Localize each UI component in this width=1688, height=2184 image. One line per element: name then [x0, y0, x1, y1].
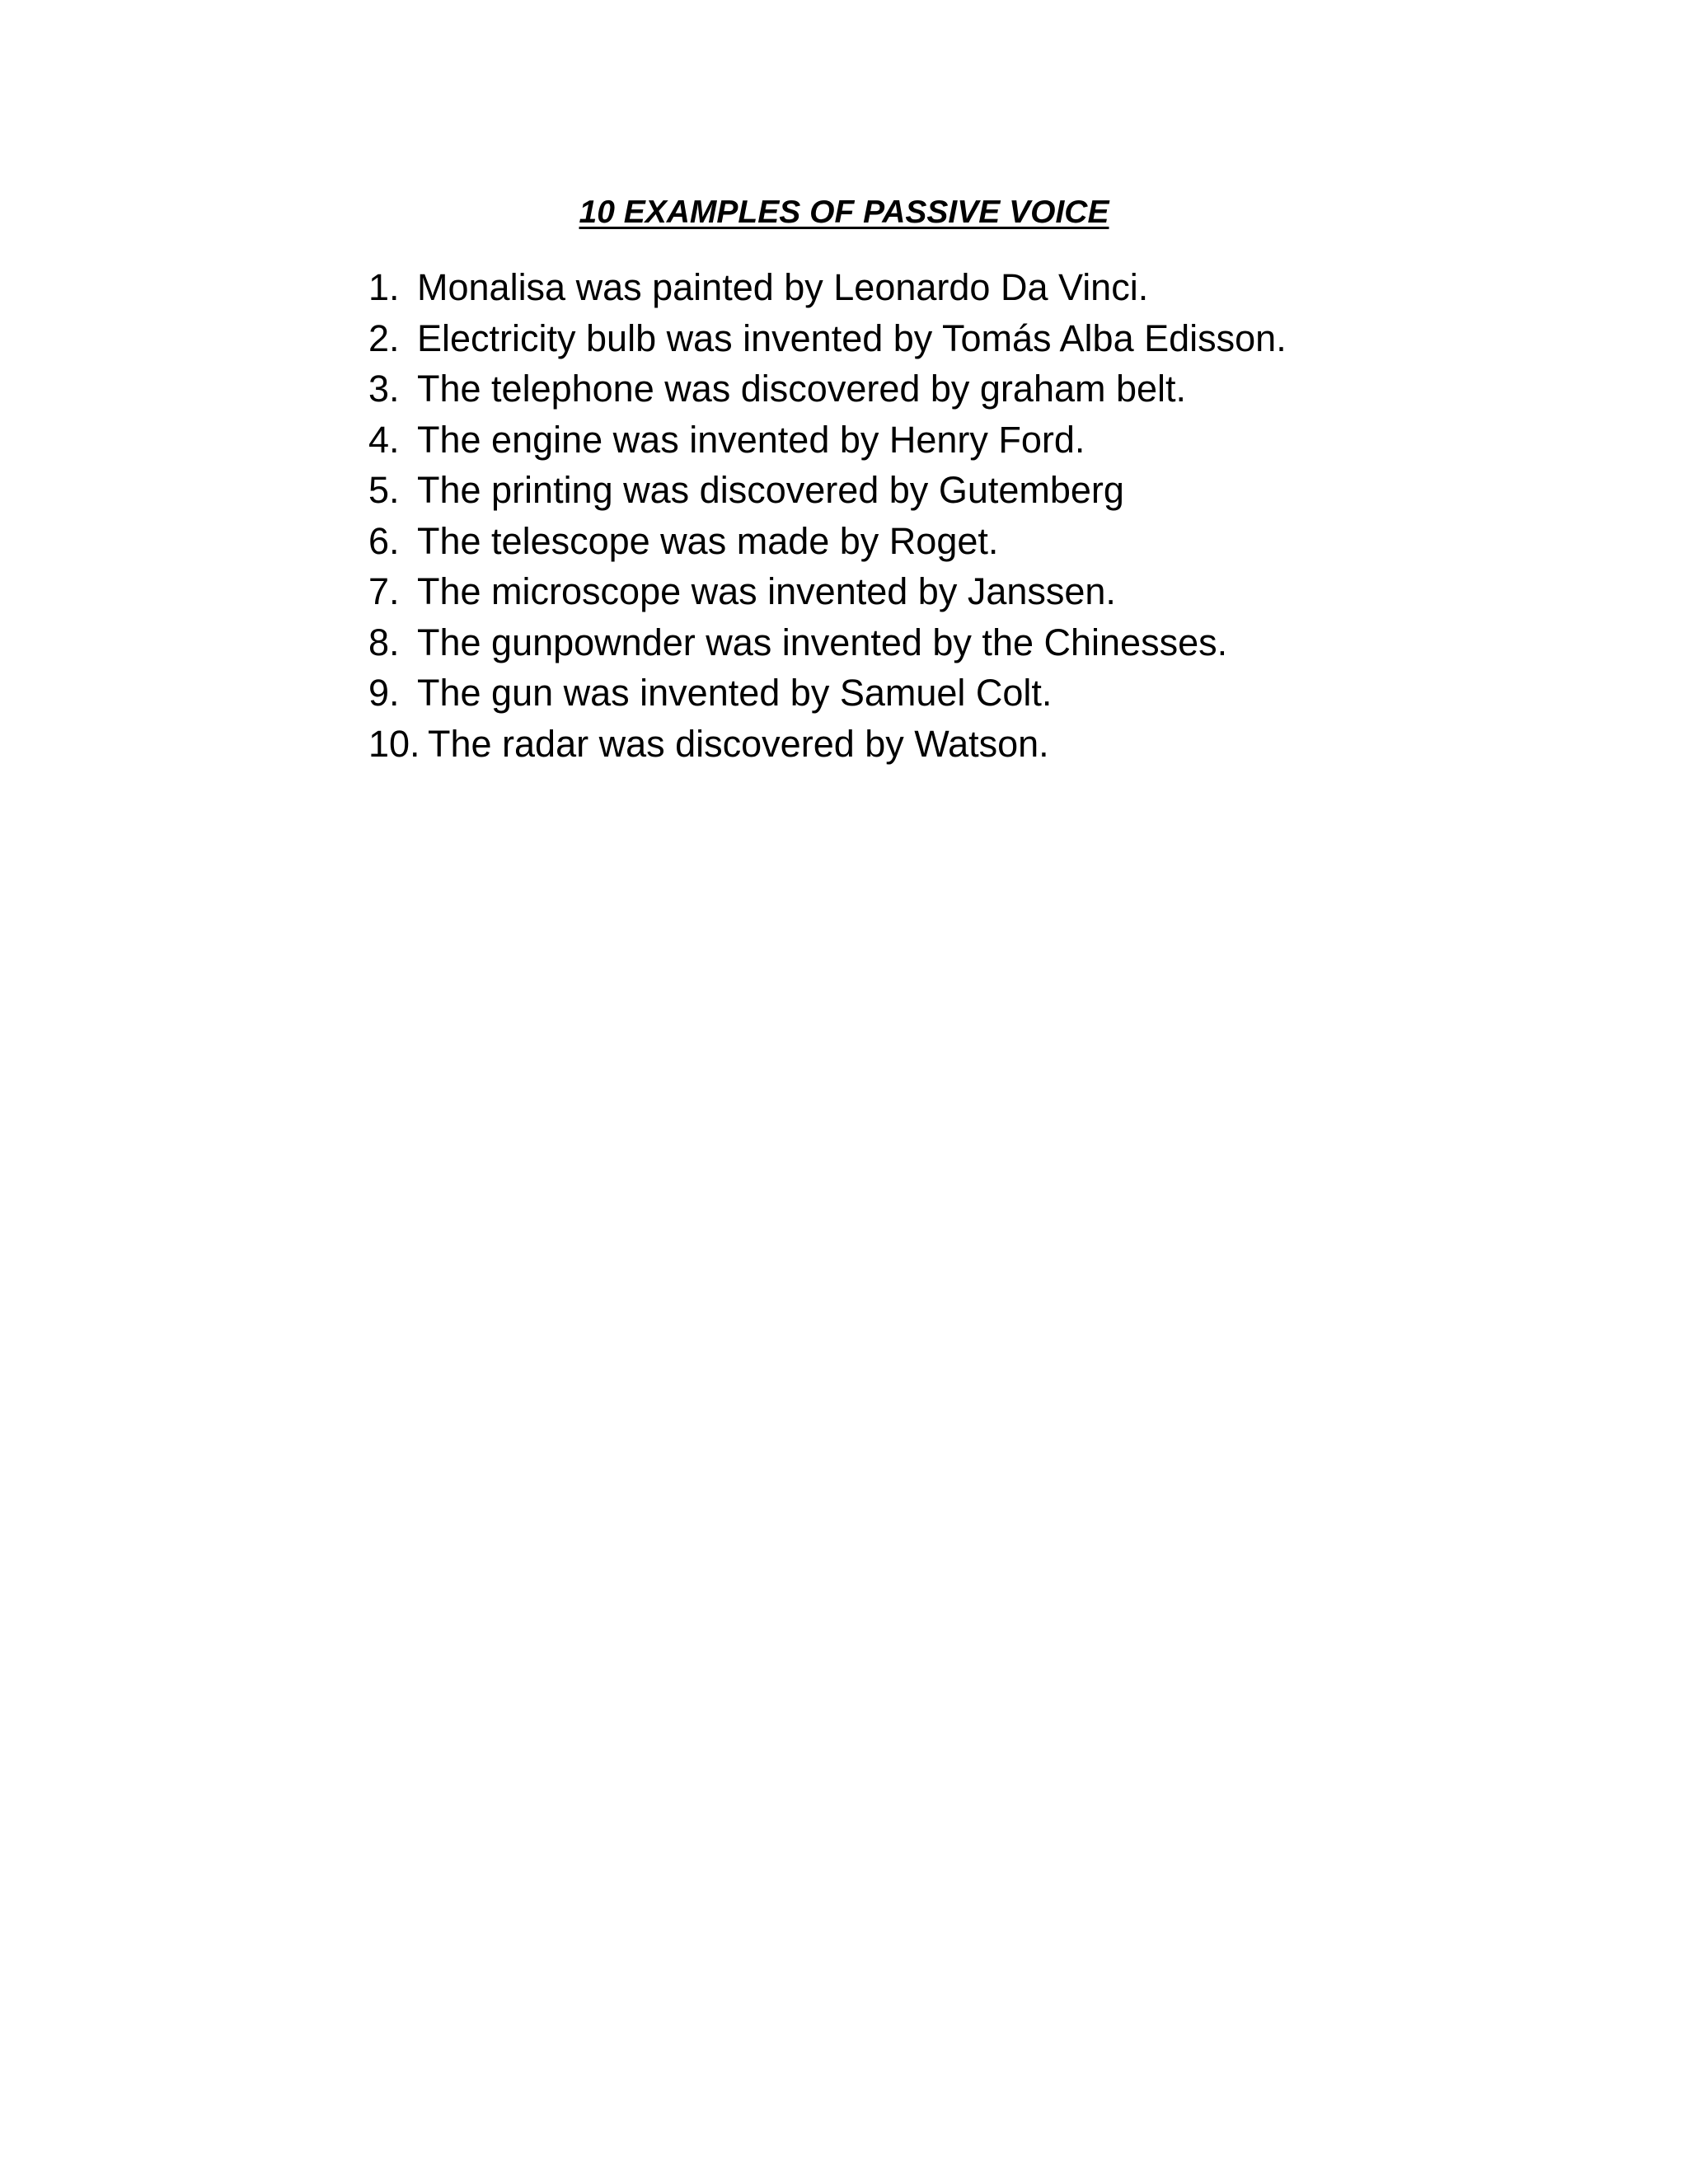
document-title: 10 EXAMPLES OF PASSIVE VOICE: [579, 194, 1109, 230]
list-item: [368, 363, 1287, 415]
list-item-number: 6.: [368, 519, 400, 562]
list-item-text: The telephone was discovered by graham belt.: [417, 368, 1187, 410]
list-item-number: 7.: [368, 570, 400, 612]
list-item-text: The microscope was invented by Janssen.: [417, 570, 1116, 612]
list-item-number: 4.: [368, 418, 400, 461]
list-item: [368, 668, 1287, 719]
list-item-number: 2.: [368, 316, 400, 359]
list-item-number: 1.: [368, 266, 400, 308]
list-item: [368, 617, 1287, 668]
list-item-text: The engine was invented by Henry Ford.: [417, 418, 1085, 461]
list-item-number: 3.: [368, 368, 400, 410]
list-item-text: The radar was discovered by Watson.: [428, 722, 1049, 765]
list-item-text: The gunpownder was invented by the Chinesses.: [417, 621, 1228, 663]
list-item-text: Monalisa was painted by Leonardo Da Vinci.: [417, 266, 1149, 308]
list-item-number: 9.: [368, 672, 400, 714]
list-item: [368, 566, 1287, 617]
list-item-text: The telescope was made by Roget.: [417, 519, 999, 562]
list-item: [368, 313, 1287, 364]
list-item-number: 8.: [368, 621, 400, 663]
list-item: [368, 516, 1287, 567]
list-item: [368, 719, 1287, 770]
list-item-text: Electricity bulb was invented by Tomás Alba Edisson.: [417, 316, 1287, 359]
list-item-text: The gun was invented by Samuel Colt.: [417, 672, 1053, 714]
list-item-number: 10.: [368, 722, 420, 765]
examples-list: [368, 262, 1287, 769]
list-item-number: 5.: [368, 469, 400, 511]
list-item: [368, 415, 1287, 466]
list-item-text: The printing was discovered by Gutemberg: [417, 469, 1124, 511]
list-item: [368, 262, 1287, 313]
list-item: [368, 465, 1287, 516]
